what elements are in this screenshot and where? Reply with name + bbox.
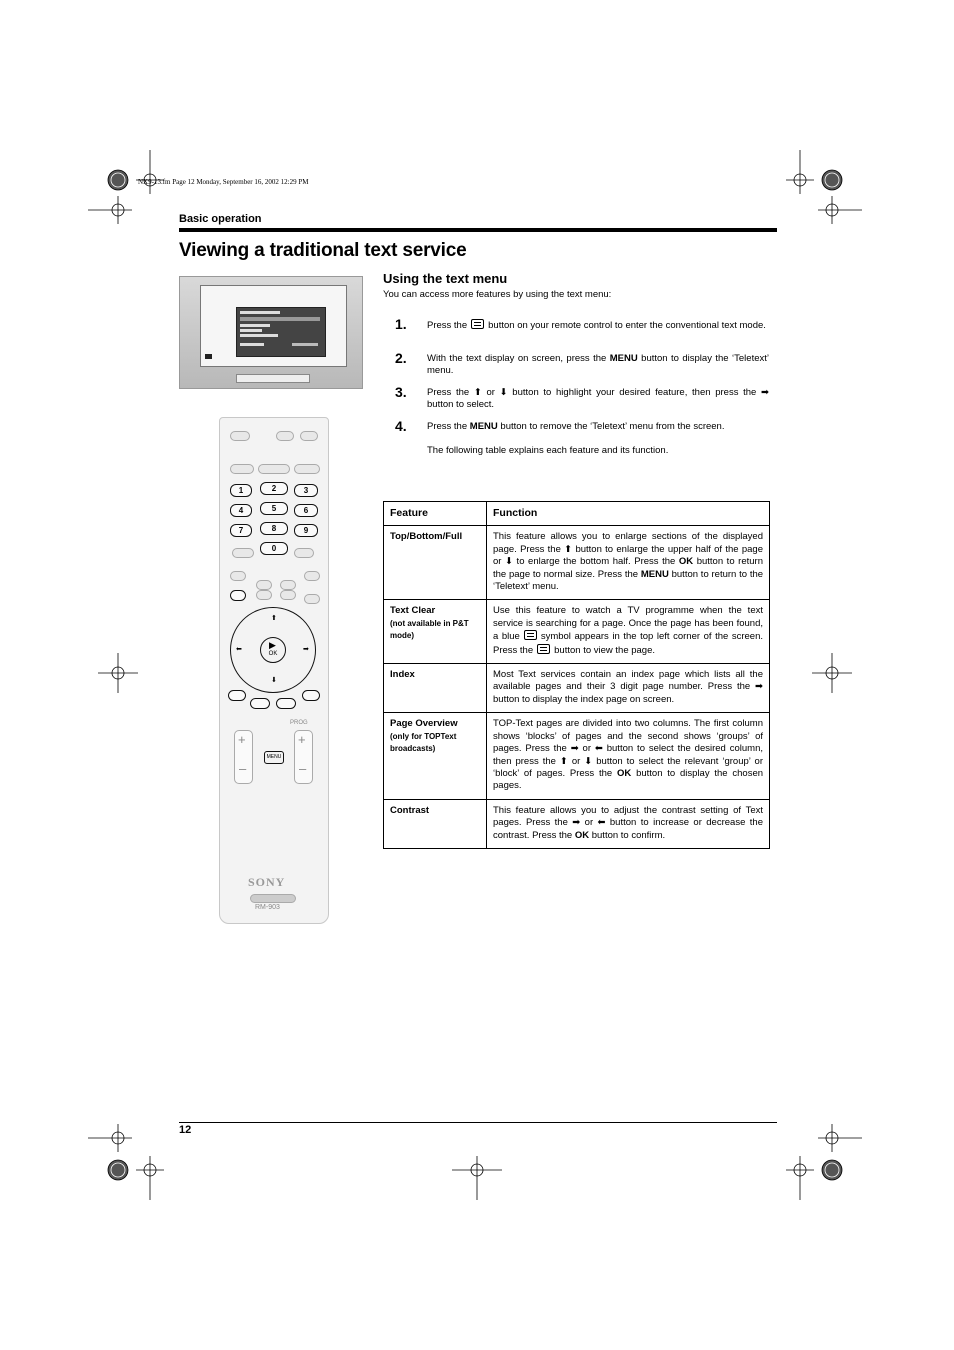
text-button (230, 590, 246, 601)
subsection-intro: You can access more features by using the text menu: (383, 289, 612, 300)
section-label: Basic operation (179, 213, 262, 225)
up-arrow-icon: ⬆ (271, 615, 277, 622)
tv-screen (200, 285, 347, 367)
tv-teletext-image (179, 276, 363, 389)
digit-6-button: 6 (294, 504, 318, 517)
programme-rocker: + – (294, 730, 313, 784)
digit-9-button: 9 (294, 524, 318, 537)
digit-5-button: 5 (260, 502, 288, 515)
tv-stand (236, 374, 310, 383)
text-icon (471, 319, 484, 329)
left-arrow-icon: ⬅ (236, 646, 242, 653)
feature-name: Text Clear (390, 605, 436, 617)
teletext-menu-overlay (236, 307, 326, 357)
page-number: 12 (179, 1124, 192, 1136)
down-arrow-icon: ⬇ (271, 677, 277, 684)
feature-name: Index (390, 669, 415, 681)
page-title: Viewing a traditional text service (179, 240, 467, 261)
column-header: Function (487, 502, 770, 526)
volume-rocker: + – (234, 730, 253, 784)
table-header-row (384, 502, 770, 526)
feature-table (383, 501, 770, 849)
table-row: Contrast This feature allows you to adjust the contrast setting of Text pages. Press the ➡ or ⬅ button to increase or decrease the contrast. Press the OK button to confirm. (384, 799, 770, 848)
table-intro: The following table explains each feature and its function. (427, 445, 669, 456)
file-info-line: NX9-13.fm Page 12 Monday, September 16, 2002 12:29 PM (138, 178, 309, 186)
table-row: Top/Bottom/Full This feature allows you to enlarge sections of the displayed page. Press the ⬆ button to enlarge the upper half of the page or ⬇ to enlarge the bottom half. Press the OK button to return the page to normal size. Press the MENU button to return to the ‘Teletext’ menu. (384, 526, 770, 600)
subsection-title: Using the text menu (383, 271, 508, 286)
ok-button: OK (260, 637, 286, 663)
digit-0-button: 0 (260, 542, 288, 555)
feature-note: (not available in P&T mode) (390, 618, 469, 640)
right-arrow-icon: ➡ (303, 646, 309, 653)
table-row: Index Most Text services contain an index page which lists all the available pages and their 3 digit page number. Press the ➡ button to display the index page on screen. (384, 664, 770, 713)
play-icon: ▶ (269, 640, 276, 650)
remote-control-image (219, 417, 329, 924)
digit-8-button: 8 (260, 522, 288, 535)
digit-2-button: 2 (260, 482, 288, 495)
feature-name: Top/Bottom/Full (390, 531, 463, 543)
feature-name: Page Overview (390, 718, 458, 730)
column-header: Feature (384, 502, 487, 526)
header-rule (179, 228, 777, 232)
text-icon (524, 630, 537, 640)
digit-3-button: 3 (294, 484, 318, 497)
prog-label: PROG (290, 720, 308, 726)
menu-button: MENU (264, 751, 284, 764)
feature-name: Contrast (390, 804, 430, 816)
table-row: Page Overview (only for TOPText broadcasts) TOP-Text pages are divided into two columns. The first column shows ‘blocks’ of pages and the second shows ‘groups’ of pages. Press the ➡ or ⬅ button to select the desired column, then press the ⬆ or ⬇ button to select the relevant ‘group’ or ‘block’ of pages. Press the OK button to display the chosen pages. (384, 713, 770, 799)
model-number: RM-903 (255, 904, 280, 911)
digit-4-button: 4 (230, 504, 252, 517)
feature-note: (only for TOPText broadcasts) (390, 731, 457, 753)
brand-logo: SONY (248, 875, 286, 889)
digit-7-button: 7 (230, 524, 252, 537)
footer-rule (179, 1122, 777, 1123)
digit-1-button: 1 (230, 484, 252, 497)
text-icon (537, 644, 550, 654)
table-row: Text Clear (not available in P&T mode) Use this feature to watch a TV programme when the text service is searching for a page. Once the page has been found, a blue symbol appears in the top left corner of the screen. Press the button to view the page. (384, 600, 770, 664)
navigation-pad (230, 607, 316, 693)
